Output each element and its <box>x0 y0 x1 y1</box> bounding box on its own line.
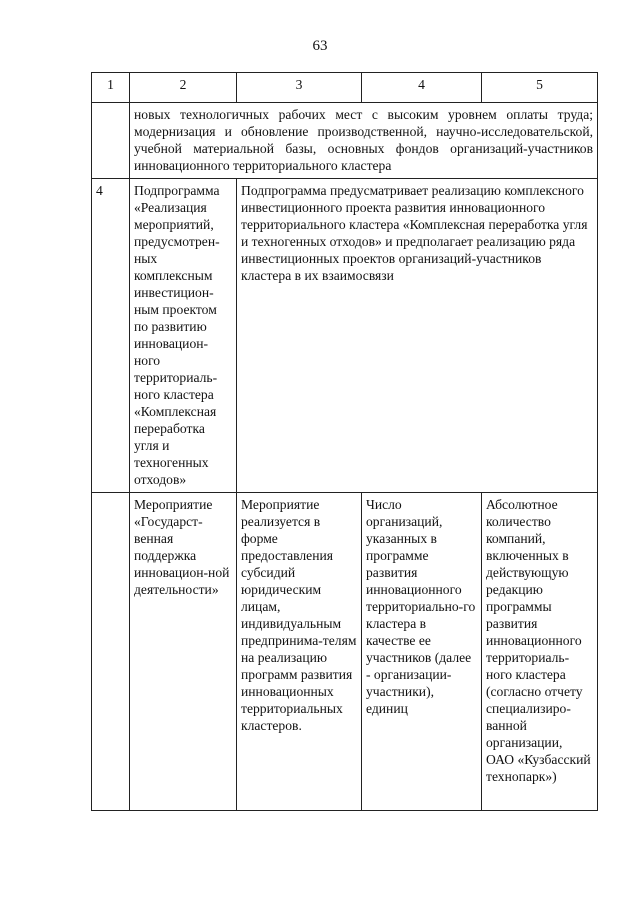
continuation-text: новых технологичных рабочих мест с высоким уровнем оплаты труда; модернизация и обновление производственной, научно-исследовательской, учебной материальной базы, основных фондов организаций-участников инновационного территориального кластера <box>130 103 598 179</box>
table-row-4 <box>92 179 598 493</box>
table-header-row <box>92 73 598 103</box>
subprogram-name: Подпрограмма «Реализация мероприятий, предусмотрен-ных комплексным инвестицион-ным проектом по развитию инновацион-ного территориаль-ного кластера «Комплексная переработка угля и техногенных отходов» <box>130 179 237 493</box>
header-cell-4: 4 <box>362 73 482 103</box>
header-cell-1: 1 <box>92 73 130 103</box>
header-cell-3: 3 <box>237 73 362 103</box>
header-cell-2: 2 <box>130 73 237 103</box>
header-cell-5: 5 <box>482 73 598 103</box>
row-number-cell: 4 <box>92 179 130 493</box>
row-number-cell-empty <box>92 493 130 811</box>
program-table <box>91 72 598 811</box>
table-row-continuation <box>92 103 598 179</box>
measure-name: Мероприятие «Государст-венная поддержка инновацион-ной деятельности» <box>130 493 237 811</box>
table-row-5 <box>92 493 598 811</box>
indicator-method: Абсолютное количество компаний, включенных в действующую редакцию программы развития инновационного территориаль-ного кластера (согласно отчету специализиро-ванной организации, ОАО «Кузбасский технопарк») <box>482 493 598 811</box>
indicator-name: Число организаций, указанных в программе развития инновационного территориально-го кластера в качестве ее участников (далее - организации-участники), единиц <box>362 493 482 811</box>
subprogram-description: Подпрограмма предусматривает реализацию комплексного инвестиционного проекта развития инновационного территориального кластера «Комплексная переработка угля и техногенных отходов» и предполагает реализацию ряда инвестиционных проектов организаций-участников кластера в их взаимосвязи <box>237 179 598 493</box>
page-number: 63 <box>312 38 328 54</box>
measure-description: Мероприятие реализуется в форме предоставления субсидий юридическим лицам, индивидуальным предпринима-телям на реализацию программ развития инновационных территориальных кластеров. <box>237 493 362 811</box>
row-number-cell-empty <box>92 103 130 179</box>
